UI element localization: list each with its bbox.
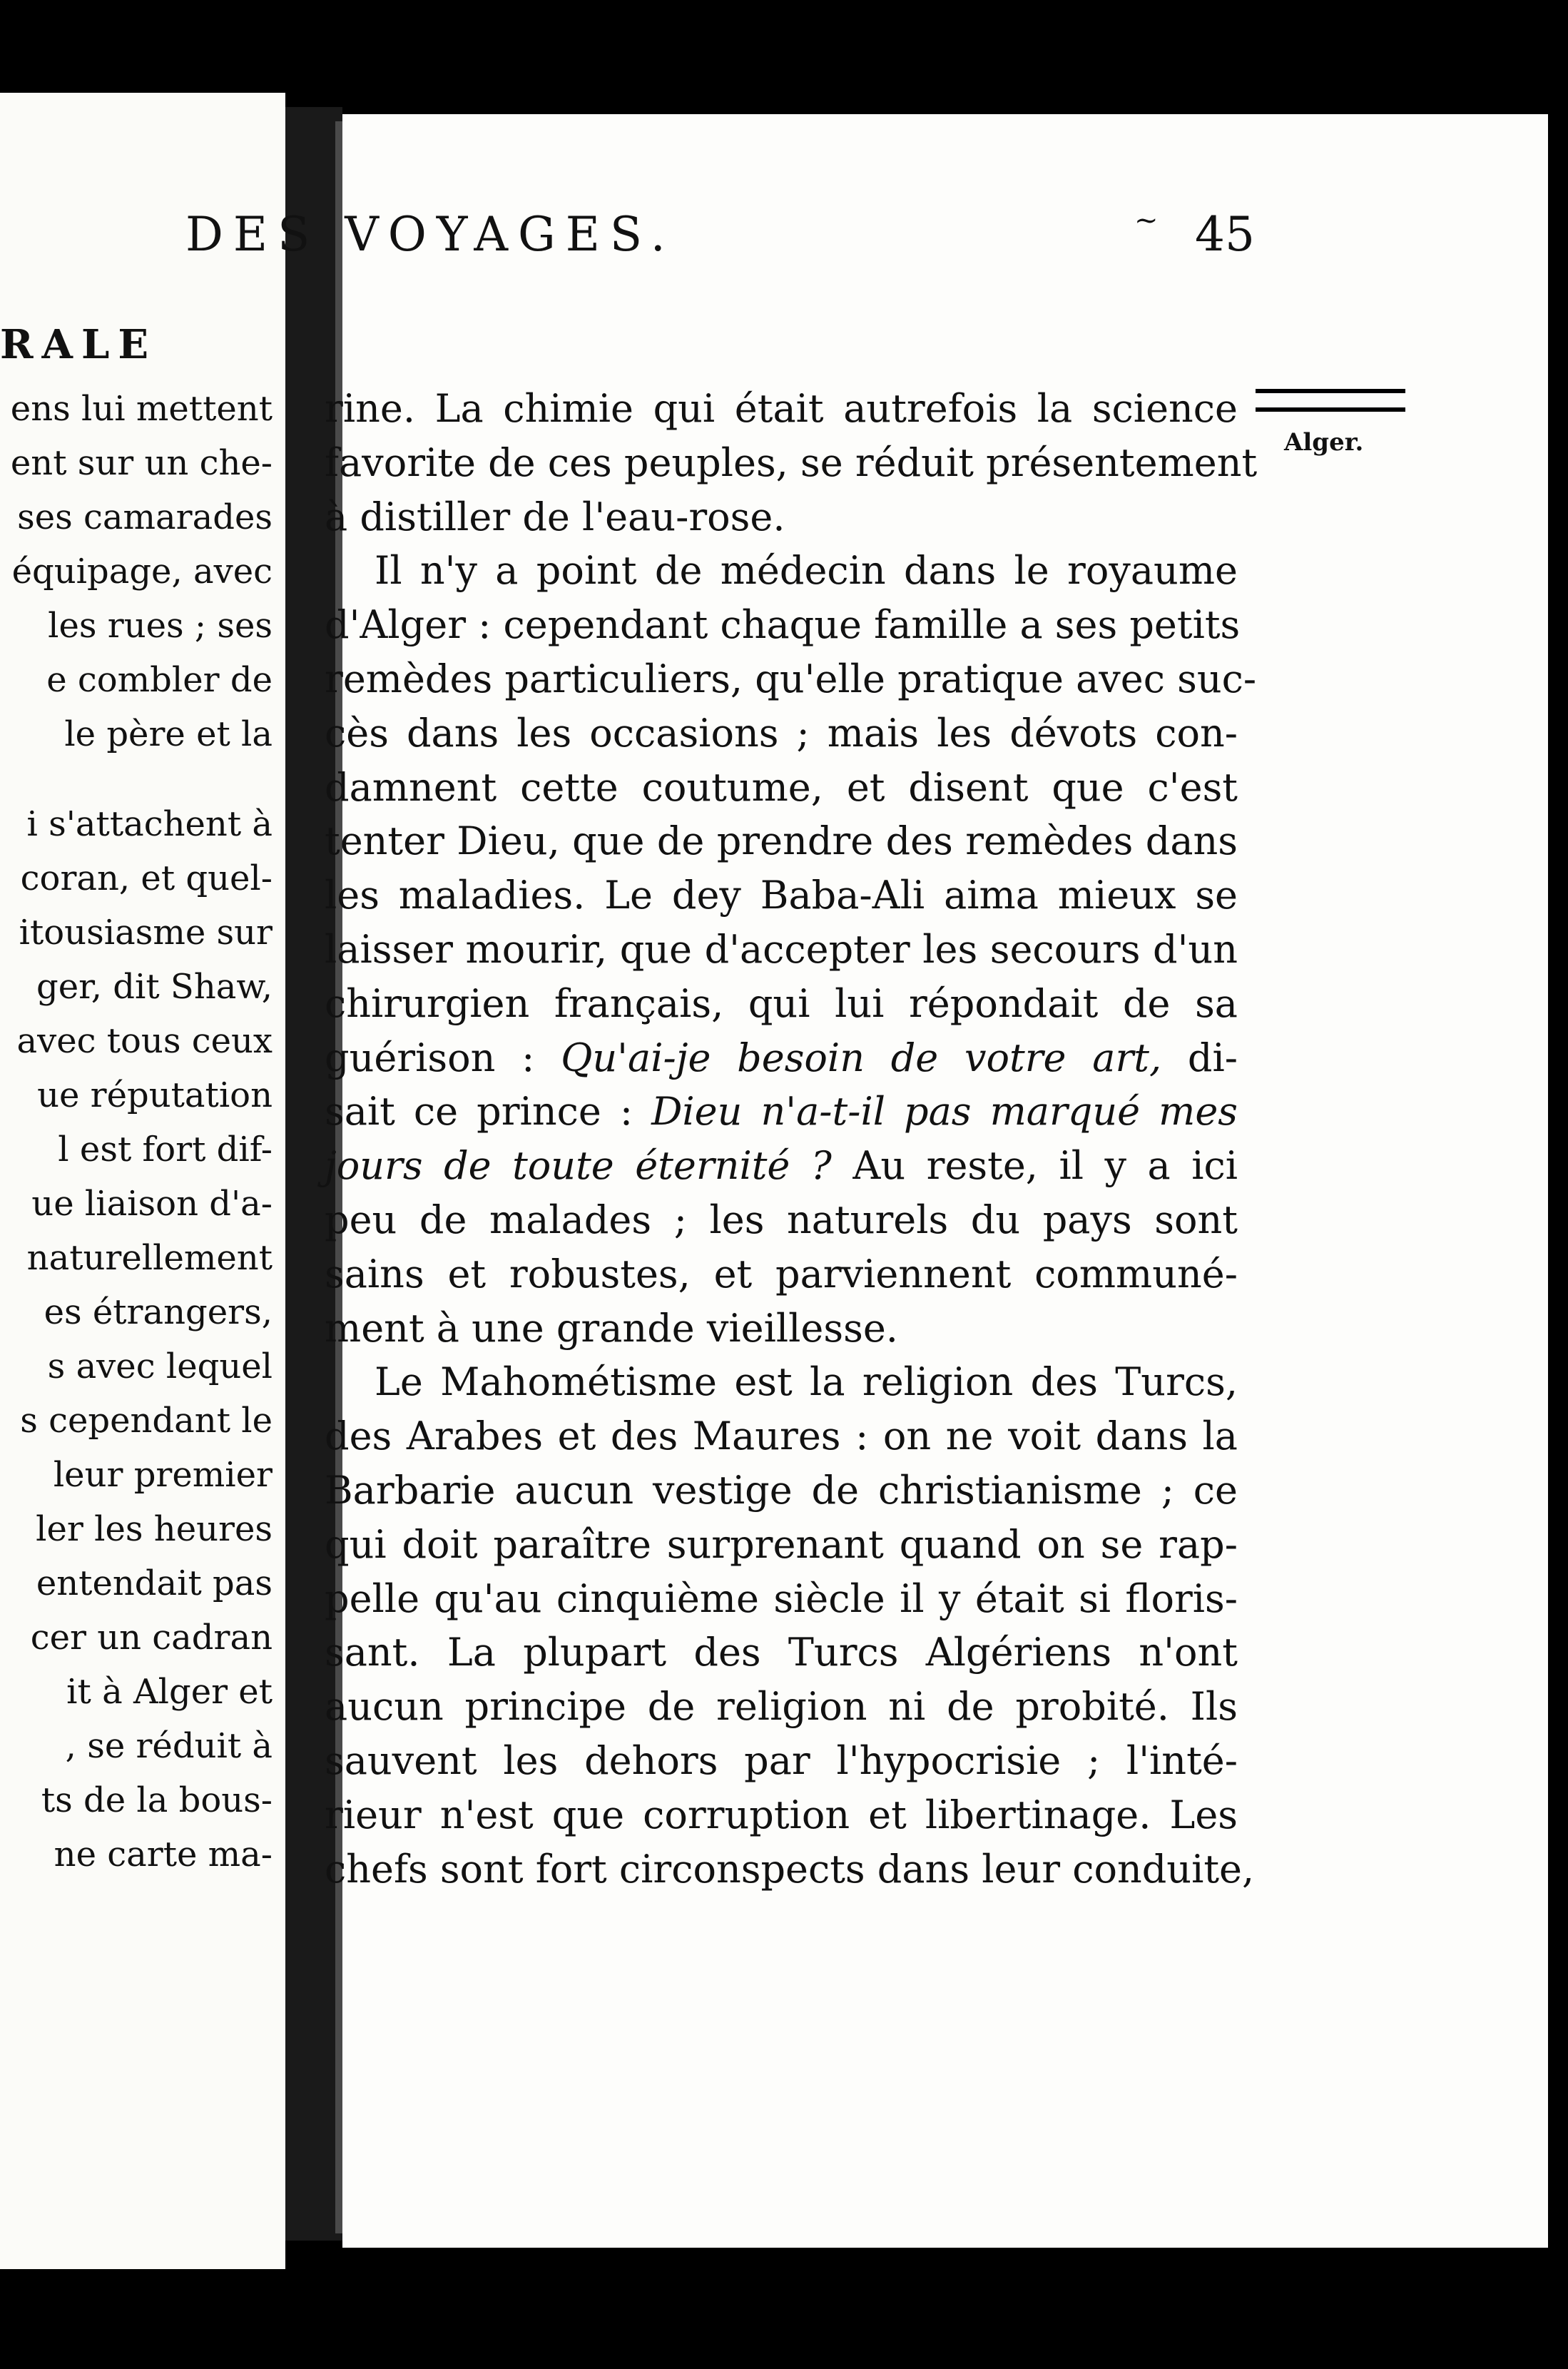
text-line: qui doit paraître surprenant quand on se rap- xyxy=(325,1521,1238,1567)
text-line: chefs sont fort circonspects dans leur conduite, xyxy=(325,1846,1255,1892)
left-line: ent sur un che- xyxy=(10,443,273,483)
italic-quote: Qu'ai-je besoin de votre art, xyxy=(561,1035,1162,1080)
left-line: ger, dit Shaw, xyxy=(36,967,273,1007)
left-line: le père et la xyxy=(64,714,273,754)
left-line: e combler de xyxy=(46,660,273,700)
left-line: les rues ; ses xyxy=(48,606,273,646)
text-line: pelle qu'au cinquième siècle il y était si floris- xyxy=(325,1576,1238,1621)
text-line: remèdes particuliers, qu'elle pratique avec suc- xyxy=(325,656,1257,701)
left-page-text xyxy=(1,382,273,1882)
left-line: leur premier xyxy=(53,1455,273,1495)
left-line: ens lui mettent xyxy=(10,389,273,429)
margin-note: Alger. xyxy=(1284,428,1364,457)
left-line: , se réduit à xyxy=(65,1726,273,1766)
text-line xyxy=(325,1031,1238,1085)
left-line: i s'attachent à xyxy=(26,804,273,844)
left-line: équipage, avec xyxy=(11,552,273,592)
text-line: Le Mahométisme est la religion des Turcs, xyxy=(375,1359,1238,1405)
running-head xyxy=(185,204,1241,262)
running-head-title: DES VOYAGES. xyxy=(185,207,676,262)
text-line: des Arabes et des Maures : on ne voit dans la xyxy=(325,1414,1238,1459)
text-line xyxy=(325,1139,1238,1193)
text-line: sauvent les dehors par l'hypocrisie ; l'inté- xyxy=(325,1738,1238,1783)
text-line: à distiller de l'eau-rose. xyxy=(325,494,785,539)
text-line: rine. La chimie qui était autrefois la science xyxy=(325,386,1238,431)
text-line: Il n'y a point de médecin dans le royaume xyxy=(375,548,1238,594)
text-line: peu de malades ; les naturels du pays sont xyxy=(325,1197,1238,1242)
left-line: ue réputation xyxy=(37,1075,273,1115)
left-line: entendait pas xyxy=(36,1563,273,1603)
left-line: s cependant le xyxy=(20,1401,273,1441)
left-line: cer un cadran xyxy=(30,1618,273,1658)
text-line: aucun principe de religion ni de probité. Ils xyxy=(325,1684,1238,1730)
running-head-mark: ~ xyxy=(1134,204,1159,237)
left-line: itousiasme sur xyxy=(19,913,273,953)
left-line: l est fort dif- xyxy=(58,1130,273,1170)
margin-rule xyxy=(1256,389,1405,412)
left-line: es étrangers, xyxy=(44,1292,273,1332)
text-run: guérison : xyxy=(325,1035,561,1080)
left-line: s avec lequel xyxy=(47,1346,273,1386)
left-page-fragment xyxy=(0,93,285,2269)
left-line: ne carte ma- xyxy=(54,1835,273,1875)
text-run: Au reste, il y a ici xyxy=(831,1143,1238,1189)
left-line: it à Alger et xyxy=(66,1672,273,1712)
text-line: sains et robustes, et parviennent communé- xyxy=(325,1251,1238,1297)
text-line: rieur n'est que corruption et libertinage. Les xyxy=(325,1792,1238,1837)
text-line: chirurgien français, qui lui répondait de sa xyxy=(325,980,1238,1026)
left-line: ler les heures xyxy=(36,1509,273,1549)
left-running-head: RALE xyxy=(0,321,158,368)
text-line: cès dans les occasions ; mais les dévots con- xyxy=(325,710,1238,756)
text-line: favorite de ces peuples, se réduit présentement xyxy=(325,440,1258,485)
left-line: ue liaison d'a- xyxy=(31,1184,273,1224)
page-number: 45 xyxy=(1195,207,1255,262)
text-run: di- xyxy=(1161,1035,1238,1080)
left-line: coran, et quel- xyxy=(20,858,273,898)
text-line: sant. La plupart des Turcs Algériens n'ont xyxy=(325,1630,1238,1675)
left-line: avec tous ceux xyxy=(16,1021,273,1061)
italic-quote: jours de toute éternité ? xyxy=(325,1143,832,1189)
text-run: sait ce prince : xyxy=(325,1089,652,1135)
left-line: ts de la bous- xyxy=(41,1780,273,1820)
text-line: laisser mourir, que d'accepter les secours d'un xyxy=(325,926,1238,972)
left-line: naturellement xyxy=(26,1238,273,1278)
text-line: Barbarie aucun vestige de christianisme ; ce xyxy=(325,1467,1238,1513)
body-text xyxy=(325,382,1258,1896)
text-line: ment à une grande vieillesse. xyxy=(325,1305,898,1351)
text-line: d'Alger : cependant chaque famille a ses petits xyxy=(325,602,1241,648)
left-line: ses camarades xyxy=(17,497,273,537)
text-line: tenter Dieu, que de prendre des remèdes dans xyxy=(325,818,1238,864)
text-line: damnent cette coutume, et disent que c'est xyxy=(325,764,1238,810)
text-line: les maladies. Le dey Baba-Ali aima mieux se xyxy=(325,873,1238,918)
italic-quote: Dieu n'a-t-il pas marqué mes xyxy=(651,1089,1238,1135)
text-line xyxy=(325,1085,1238,1139)
